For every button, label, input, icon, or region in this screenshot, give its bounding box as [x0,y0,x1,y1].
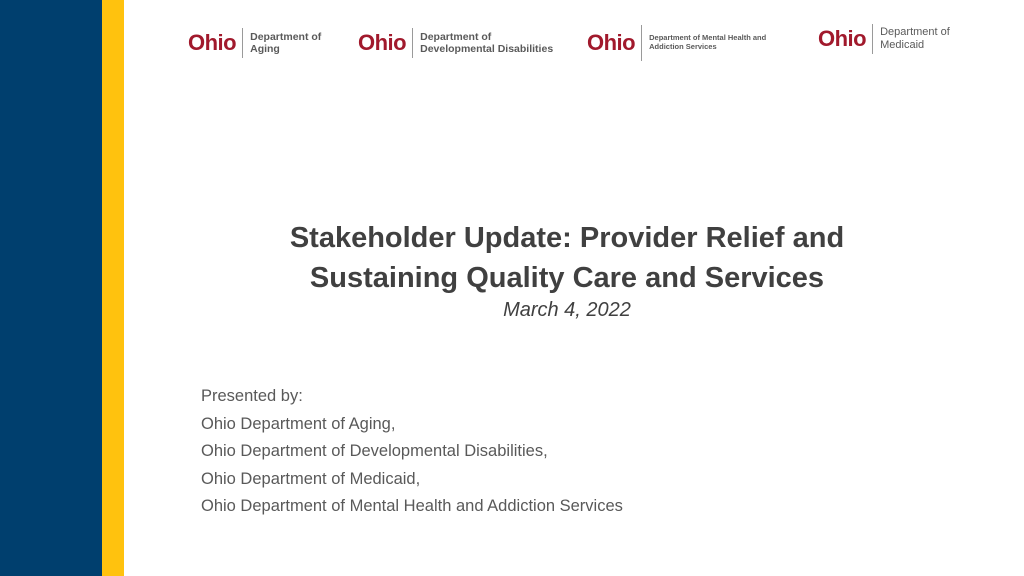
presenter-line: Ohio Department of Medicaid, [201,469,421,488]
left-gold-bar [102,0,124,576]
logo-department-of-medicaid [818,24,950,54]
slide-title [200,218,934,298]
logo-department-of-aging [188,28,321,58]
ohio-wordmark: Ohio [818,26,867,51]
logo-divider [412,28,413,58]
title-line-1: Stakeholder Update: Provider Relief and [289,222,845,254]
presenter-line: Ohio Department of Aging, [201,414,396,433]
slide-date: March 4, 2022 [503,299,631,321]
logo-divider [872,24,873,54]
presented-by-heading: Presented by: [201,387,303,405]
logo-divider [641,25,642,61]
presenter-line: Ohio Department of Mental Health and Addiction Services [201,497,623,515]
ohio-wordmark: Ohio [358,30,407,55]
ohio-wordmark: Ohio [188,30,237,55]
left-blue-bar [0,0,102,576]
logo-department-name: Department of Aging [250,30,322,55]
logo-department-of-mental-health [587,25,766,61]
logo-department-name: Department of Developmental Disabilities [420,30,554,55]
title-line-2: Sustaining Quality Care and Services [309,262,825,294]
logo-department-name: Department of Medicaid [880,26,950,51]
ohio-wordmark: Ohio [587,30,636,55]
logo-department-name: Department of Mental Health and Addiction Services [649,33,767,51]
logo-divider [242,28,243,58]
logo-department-of-developmental-disabilities [358,28,553,58]
presenter-line: Ohio Department of Developmental Disabilities, [201,442,548,460]
presented-by-block [201,383,623,521]
